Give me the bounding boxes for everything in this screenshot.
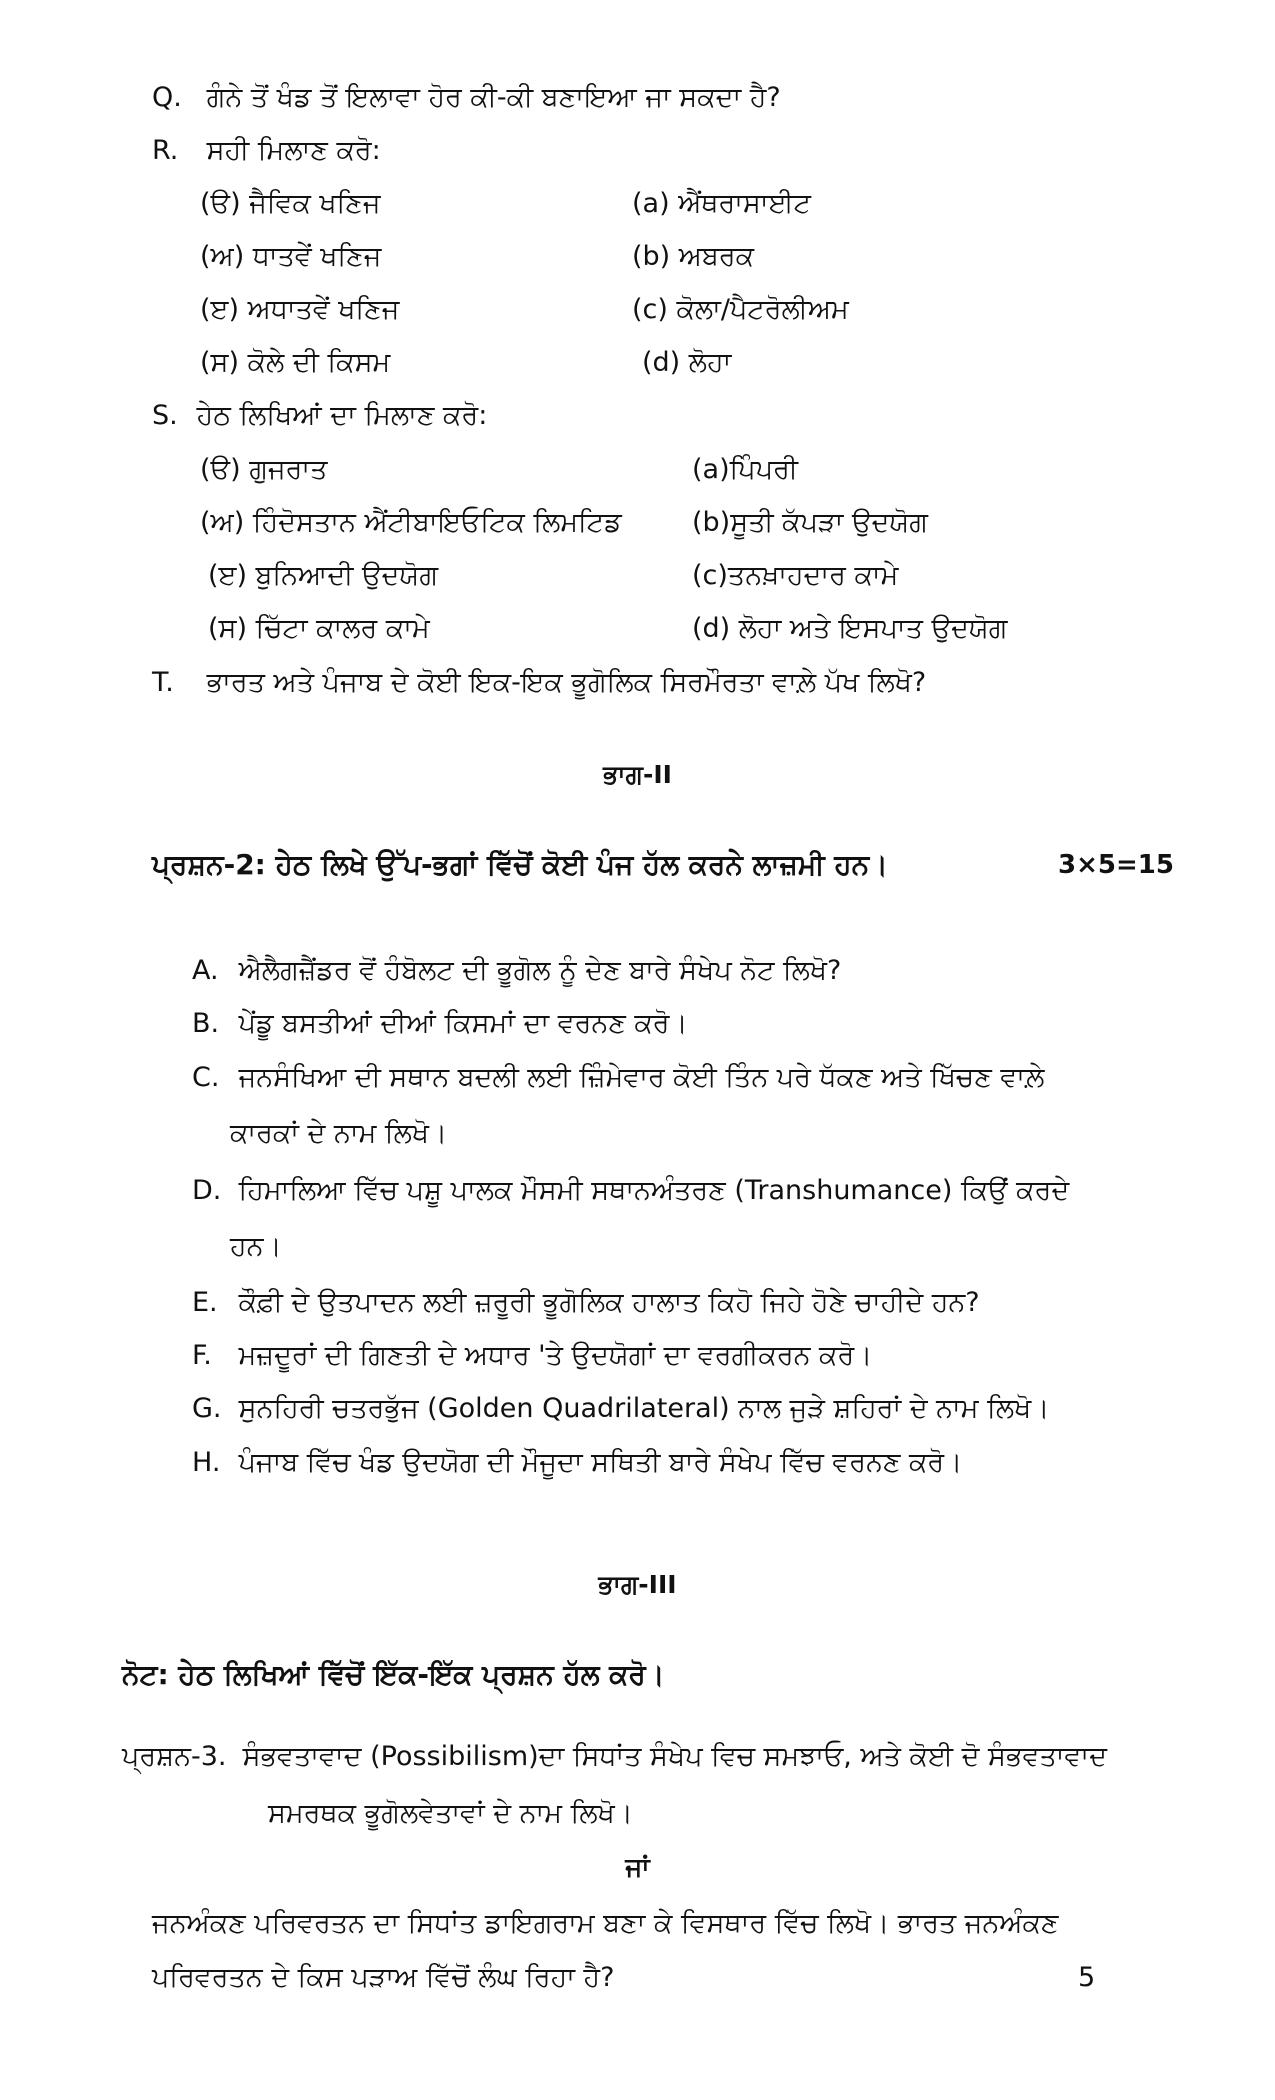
item-label: C. bbox=[192, 1062, 220, 1093]
list-item bbox=[192, 1287, 980, 1319]
question-label: R. bbox=[152, 135, 179, 166]
item-label: A. bbox=[192, 955, 219, 986]
item-text: ਐਲੈਗਜ਼ੈਂਡਰ ਵੋਂ ਹੰਬੋਲਟ ਦੀ ਭੂਗੋਲ ਨੂੰ ਦੇਣ ਬਾਰੇ ਸੰਖੇਪ ਨੋਟ ਲਿਖੋ? bbox=[238, 955, 842, 986]
question-text: ਸੰਭਵਤਾਵਾਦ (Possibilism)ਦਾ ਸਿਧਾਂਤ ਸੰਖੇਪ ਵਿਚ ਸਮਝਾਓ, ਅਤੇ ਕੋਈ ਦੋ ਸੰਭਵਤਾਵਾਦ bbox=[242, 1741, 1107, 1772]
question-label: ਪ੍ਰਸ਼ਨ-3. bbox=[122, 1741, 227, 1772]
item-label: G. bbox=[192, 1393, 222, 1424]
match-right-item: (c)ਤਨਖ਼ਾਹਦਾਰ ਕਾਮੇ bbox=[692, 560, 899, 591]
item-text: ਕੌਫ਼ੀ ਦੇ ਉਤਪਾਦਨ ਲਈ ਜ਼ਰੂਰੀ ਭੂਗੋਲਿਕ ਹਾਲਾਤ ਕਿਹੋ ਜਿਹੇ ਹੋਣੇ ਚਾਹੀਦੇ ਹਨ? bbox=[238, 1287, 980, 1318]
question-text-continued: ਸਮਰਥਕ ਭੂਗੋਲਵੇਤਾਵਾਂ ਦੇ ਨਾਮ ਲਿਖੋ। bbox=[268, 1798, 633, 1829]
part3-heading: ਭਾਗ-III bbox=[598, 1570, 677, 1599]
question-label: T. bbox=[152, 667, 174, 698]
alternate-question-line: ਪਰਿਵਰਤਨ ਦੇ ਕਿਸ ਪੜਾਅ ਵਿੱਚੋਂ ਲੰਘ ਰਿਹਾ ਹੈ? bbox=[152, 1962, 615, 1993]
question-text: ਸਹੀ ਮਿਲਾਣ ਕਰੋ: bbox=[206, 135, 381, 166]
match-right-item: (b)ਸੂਤੀ ਕੱਪੜਾ ਉਦਯੋਗ bbox=[692, 507, 928, 538]
question-text: ਹੇਠ ਲਿਖਿਆਂ ਦਾ ਮਿਲਾਣ ਕਰੋ: bbox=[196, 400, 488, 431]
item-text: ਹਿਮਾਲਿਆ ਵਿੱਚ ਪਸ਼ੂ ਪਾਲਕ ਮੌਸਮੀ ਸਥਾਨਅੰਤਰਣ (Transhumance) ਕਿਉਂ ਕਰਦੇ bbox=[238, 1175, 1070, 1206]
match-left-item: (ਸ) ਚਿੱਟਾ ਕਾਲਰ ਕਾਮੇ bbox=[208, 613, 430, 644]
match-right-item: (d) ਲੋਹਾ ਅਤੇ ਇਸਪਾਤ ਉਦਯੋਗ bbox=[692, 613, 1008, 644]
question-label: Q. bbox=[152, 82, 182, 113]
item-text: ਸੁਨਹਿਰੀ ਚਤਰਭੁੱਜ (Golden Quadrilateral) ਨਾਲ ਜੁੜੇ ਸ਼ਹਿਰਾਂ ਦੇ ਨਾਮ ਲਿਖੋ। bbox=[238, 1393, 1050, 1424]
item-text: ਪੇਂਡੂ ਬਸਤੀਆਂ ਦੀਆਂ ਕਿਸਮਾਂ ਦਾ ਵਰਨਣ ਕਰੋ। bbox=[238, 1008, 688, 1039]
list-item bbox=[192, 1447, 962, 1479]
list-item bbox=[192, 1175, 1069, 1207]
question-r bbox=[152, 135, 381, 167]
match-right-item: (b) ਅਬਰਕ bbox=[632, 241, 755, 272]
or-divider: ਜਾਂ bbox=[625, 1853, 650, 1883]
item-text: ਪੰਜਾਬ ਵਿੱਚ ਖੰਡ ਉਦਯੋਗ ਦੀ ਮੌਜੂਦਾ ਸਥਿਤੀ ਬਾਰੇ ਸੰਖੇਪ ਵਿੱਚ ਵਰਨਣ ਕਰੋ। bbox=[238, 1447, 963, 1478]
match-right-item: (a)ਪਿੰਪਰੀ bbox=[692, 454, 799, 485]
item-label: F. bbox=[192, 1340, 212, 1371]
item-label: D. bbox=[192, 1175, 222, 1206]
item-label: E. bbox=[192, 1287, 218, 1318]
alternate-question-line: ਜਨਅੰਕਣ ਪਰਿਵਰਤਨ ਦਾ ਸਿਧਾਂਤ ਡਾਇਗਰਾਮ ਬਣਾ ਕੇ ਵਿਸਥਾਰ ਵਿੱਚ ਲਿਖੋ। ਭਾਰਤ ਜਨਅੰਕਣ bbox=[152, 1908, 1059, 1939]
list-item bbox=[192, 1340, 872, 1372]
part3-note: ਨੋਟ: ਹੇਠ ਲਿਖਿਆਂ ਵਿੱਚੋਂ ਇੱਕ-ਇੱਕ ਪ੍ਰਸ਼ਨ ਹੱਲ ਕਰੋ। bbox=[122, 1658, 665, 1691]
match-left-item: (ੲ) ਬੁਨਿਆਦੀ ਉਦਯੋਗ bbox=[208, 560, 439, 591]
question-text: ਗੰਨੇ ਤੋਂ ਖੰਡ ਤੋਂ ਇਲਾਵਾ ਹੋਰ ਕੀ-ਕੀ ਬਣਾਇਆ ਜਾ ਸਕਦਾ ਹੈ? bbox=[206, 82, 781, 113]
item-label: H. bbox=[192, 1447, 221, 1478]
list-item bbox=[192, 955, 841, 987]
match-left-item: (ਅ) ਧਾਤਵੇਂ ਖਣਿਜ bbox=[200, 241, 382, 272]
item-text: ਮਜ਼ਦੂਰਾਂ ਦੀ ਗਿਣਤੀ ਦੇ ਅਧਾਰ 'ਤੇ ਉਦਯੋਗਾਂ ਦਾ ਵਰਗੀਕਰਨ ਕਰੋ। bbox=[238, 1340, 873, 1371]
item-text: ਜਨਸੰਖਿਆ ਦੀ ਸਥਾਨ ਬਦਲੀ ਲਈ ਜ਼ਿੰਮੇਵਾਰ ਕੋਈ ਤਿੰਨ ਪਰੇ ਧੱਕਣ ਅਤੇ ਖਿੱਚਣ ਵਾਲ਼ੇ bbox=[238, 1062, 1045, 1093]
question-label: S. bbox=[152, 400, 178, 431]
match-left-item: (ਸ) ਕੋਲੇ ਦੀ ਕਿਸਮ bbox=[200, 347, 391, 378]
question-3 bbox=[122, 1741, 1107, 1773]
question-marks: 5 bbox=[1078, 1962, 1096, 1993]
match-left-item: (ਅ) ਹਿੰਦੋਸਤਾਨ ਐਂਟੀਬਾਇਓਟਿਕ ਲਿਮਟਿਡ bbox=[200, 507, 622, 538]
part2-heading: ਭਾਗ-II bbox=[603, 760, 672, 789]
item-text-continued: ਕਾਰਕਾਂ ਦੇ ਨਾਮ ਲਿਖੋ। bbox=[230, 1118, 448, 1149]
part2-instruction: ਪ੍ਰਸ਼ਨ-2: ਹੇਠ ਲਿਖੇ ਉੱਪ-ਭਗਾਂ ਵਿੱਚੋਂ ਕੋਈ ਪੰਜ ਹੱਲ ਕਰਨੇ ਲਾਜ਼ਮੀ ਹਨ। bbox=[152, 848, 888, 881]
match-right-item: (d) ਲੋਹਾ bbox=[642, 347, 732, 378]
item-text-continued: ਹਨ। bbox=[230, 1231, 282, 1262]
match-left-item: (ੳ) ਜੈਵਿਕ ਖਣਿਜ bbox=[200, 188, 381, 219]
question-s bbox=[152, 400, 487, 432]
match-right-item: (a) ਐਂਥਰਾਸਾਈਟ bbox=[632, 188, 811, 219]
match-left-item: (ੳ) ਗੁਜਰਾਤ bbox=[200, 454, 328, 485]
match-left-item: (ੲ) ਅਧਾਤਵੇਂ ਖਣਿਜ bbox=[200, 294, 400, 325]
match-right-item: (c) ਕੋਲਾ/ਪੈਟਰੋਲੀਅਮ bbox=[632, 294, 849, 325]
list-item bbox=[192, 1008, 688, 1040]
list-item bbox=[192, 1393, 1049, 1425]
item-label: B. bbox=[192, 1008, 220, 1039]
question-q bbox=[152, 82, 781, 114]
list-item bbox=[192, 1062, 1044, 1094]
part2-marks: 3×5=15 bbox=[1058, 850, 1174, 880]
question-text: ਭਾਰਤ ਅਤੇ ਪੰਜਾਬ ਦੇ ਕੋਈ ਇਕ-ਇਕ ਭੂਗੋਲਿਕ ਸਿਰਮੌਰਤਾ ਵਾਲ਼ੇ ਪੱਖ ਲਿਖੋ? bbox=[206, 667, 927, 698]
question-t bbox=[152, 667, 926, 699]
